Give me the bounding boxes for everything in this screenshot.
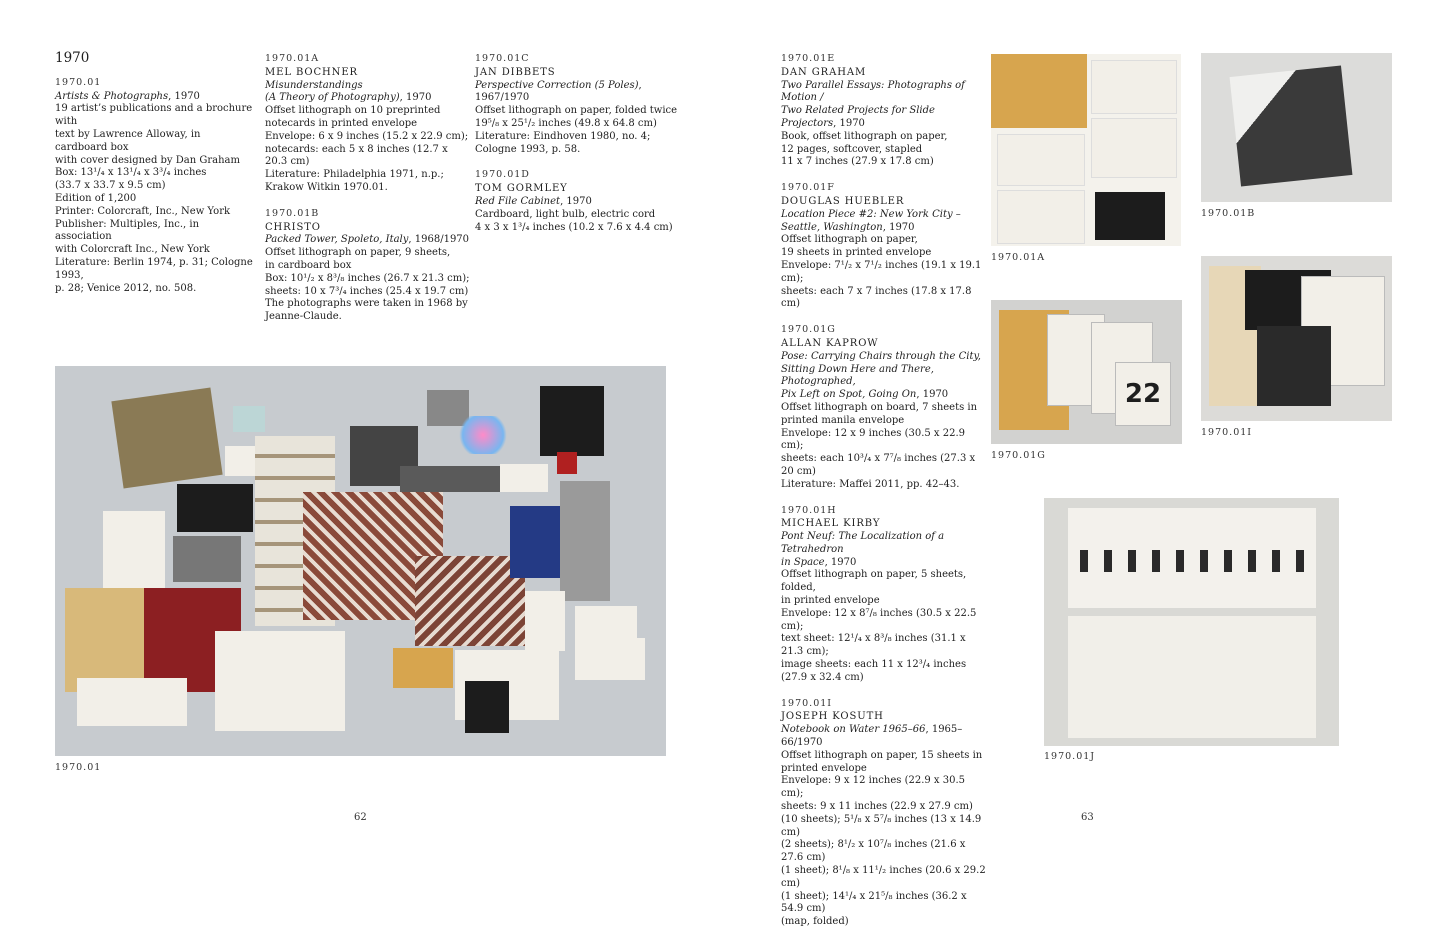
entry-number: 1970.01 (55, 76, 102, 88)
entry-artist: TOM GORMLEY (475, 183, 568, 195)
caption-1970-01g: 1970.01G (991, 450, 1046, 461)
radiator-photo (173, 536, 241, 582)
christo-box-photo (111, 387, 222, 488)
manila-envelope (991, 54, 1087, 128)
catalog-entry (475, 169, 685, 234)
entry-artist: CHRISTO (265, 221, 321, 233)
entry-details: Offset lithograph on paper, 9 sheets, in cardboard box Box: 10¹/₂ x 8³/₈ inches (26.7 x 21.3 cm); sheets: 10 x 7³/₄ inches (25.4 x 19.7 cm) The photographs were taken in 1968 by Jeanne-Claude. (265, 247, 470, 323)
entry-number: 1970.01D (475, 169, 530, 181)
dark-photo (177, 484, 253, 532)
entry-number: 1970.01H (781, 504, 837, 516)
right-text-column (781, 53, 986, 942)
photo-1970-01b (1201, 53, 1392, 202)
black-photo (540, 386, 604, 456)
bochner-envelope (393, 648, 453, 688)
card (585, 638, 645, 680)
frame-strip (1074, 550, 1310, 572)
entry-title: Location Piece #2: New York City – Seattle, Washington (781, 208, 961, 233)
entry-date: , 1970 (833, 117, 865, 129)
entry-number: 1970.01I (781, 697, 833, 709)
photo-1970-01a (991, 54, 1181, 246)
caption-1970-01a: 1970.01A (991, 252, 1046, 263)
catalog-entry (265, 53, 470, 195)
tower-photo (1230, 65, 1353, 186)
sheet-22: 22 (1115, 362, 1171, 426)
catalog-entry (475, 53, 685, 156)
entry-number: 1970.01F (781, 182, 835, 194)
left-column-1 (55, 52, 255, 308)
entry-artist: MICHAEL KIRBY (781, 518, 881, 530)
entry-date: , 1967/1970 (475, 79, 642, 104)
entry-date: , 1965–66/1970 (781, 724, 963, 749)
left-column-2 (265, 53, 470, 337)
entry-date: , 1970 (168, 90, 200, 102)
catalog-entry (781, 53, 986, 169)
entry-title: Notebook on Water 1965–66 (781, 724, 926, 736)
entry-title: Pont Neuf: The Localization of a Tetrahedron in Space (781, 531, 945, 568)
notecard (997, 190, 1085, 244)
entry-date: , 1970 (882, 221, 915, 233)
photo-1970-01i (1201, 256, 1392, 421)
entry-date: , 1970 (916, 389, 949, 401)
entry-artist: DOUGLAS HUEBLER (781, 195, 905, 207)
entry-details: Offset lithograph on paper, 5 sheets, folded, in printed envelope Envelope: 12 x 8⁷/₈ inches (30.5 x 22.5 cm); text sheet: 12¹/₄ x 8³/₈ inches (31.1 x 21.3 cm); image sheets: each 11 x 12³/₄ inches (27.9 x 32.4 cm) (781, 569, 977, 683)
main-photograph (55, 366, 666, 756)
catalog-entry (781, 182, 986, 311)
entry-artist: ALLAN KAPROW (781, 337, 879, 349)
card (525, 591, 565, 651)
entry-details: Book, offset lithograph on paper, 12 pages, softcover, stapled 11 x 7 inches (27.9 x 17.8 cm) (781, 130, 948, 168)
entry-number: 1970.01G (781, 324, 836, 336)
entry-details: 19 artist’s publications and a brochure with text by Lawrence Alloway, in cardboard box with cover designed by Dan Graham Box: 13¹/₄ x 13¹/₄ x 3³/₄ inches (33.7 x 33.7 x 9.5 cm) Edition of 1,200 Printer: Colorcraft, Inc., New York Publisher: Multiples, Inc., in association with Colorcraft Inc., New York Literature: Berlin 1974, p. 31; Cologne 1993, p. 28; Venice 2012, no. 508. (55, 103, 253, 294)
dibbets-sheet (215, 631, 345, 731)
entry-date: , 1970 (824, 556, 857, 568)
entry-number: 1970.01C (475, 53, 530, 64)
entry-number: 1970.01B (265, 207, 320, 219)
entry-date: , 1970 (399, 92, 432, 104)
entry-details: Offset lithograph on paper, folded twice 19⁵/₈ x 25¹/₂ inches (49.8 x 64.8 cm) Literature: Eindhoven 1980, no. 4; Cologne 1993, p. 58. (475, 105, 678, 155)
caption-1970-01b: 1970.01B (1201, 208, 1256, 219)
water-photo (1257, 326, 1331, 406)
catalog-entry (265, 208, 470, 324)
catalog-entry (781, 698, 986, 929)
catalog-entry (55, 77, 255, 296)
envelope-sheet (1068, 616, 1316, 738)
entry-details: Offset lithograph on paper, 19 sheets in printed envelope Envelope: 7¹/₂ x 7¹/₂ inches (19.1 x 19.1 cm); sheets: each 7 x 7 inches (17.8 x 17.8 cm) (781, 234, 982, 310)
entry-title: Perspective Correction (5 Poles) (475, 79, 639, 91)
caption-1970-01j: 1970.01J (1044, 751, 1096, 762)
entry-title: Artists & Photographs (55, 90, 169, 102)
colorful-object (455, 416, 511, 454)
page-number-left: 62 (354, 812, 367, 823)
entry-artist: JOSEPH KOSUTH (781, 711, 884, 723)
entry-details: Offset lithograph on board, 7 sheets in printed manila envelope Envelope: 12 x 9 inches (30.5 x 22.9 cm); sheets: each 10³/₄ x 7⁷/₈ inches (27.3 x 20 cm) Literature: Maffei 2011, pp. 42–43. (781, 401, 978, 490)
year-heading: 1970 (55, 50, 90, 66)
entry-date: , 1968/1970 (408, 234, 470, 246)
red-file-cabinet (557, 452, 577, 474)
graham-photo (465, 681, 509, 733)
caption-1970-01i: 1970.01I (1201, 427, 1253, 438)
entry-details: Offset lithograph on paper, 15 sheets in printed envelope Envelope: 9 x 12 inches (22.9 x 30.5 cm); sheets: 9 x 11 inches (22.9 x 27.9 cm) (10 sheets); 5¹/₈ x 5⁷/₈ inches (13 x 14.9 cm) (2 sheets); 8¹/₂ x 10⁷/₈ inches (21.6 x 27.6 cm) (1 sheet); 8¹/₈ x 11¹/₂ inches (20.6 x 29.2 cm) (1 sheet); 14¹/₄ x 21⁵/₈ inches (36.2 x 54.9 cm) (map, folded) (781, 749, 986, 928)
kosuth-sheet (77, 678, 187, 726)
entry-number: 1970.01E (781, 53, 836, 64)
notecard (1091, 60, 1177, 114)
photo-1970-01g (991, 300, 1182, 444)
entry-title: Red File Cabinet (475, 195, 561, 207)
entry-title: Packed Tower, Spoleto, Italy (265, 234, 409, 246)
card (103, 511, 165, 593)
left-column-3 (475, 53, 685, 247)
portrait-photos (560, 481, 610, 601)
entry-details: Cardboard, light bulb, electric cord 4 x 3 x 1³/₄ inches (10.2 x 7.6 x 4.4 cm) (475, 208, 673, 233)
caption-main: 1970.01 (55, 762, 102, 773)
entry-title: Misunderstandings (A Theory of Photography) (265, 79, 400, 104)
blue-card (233, 406, 265, 432)
notecard (997, 134, 1085, 186)
page-number-right: 63 (1081, 812, 1094, 823)
card (500, 464, 548, 492)
entry-title: Pose: Carrying Chairs through the City, Sitting Down Here and There, Photographed, Pix Left on Spot, Going On (781, 350, 981, 401)
entry-details: Offset lithograph on 10 preprinted notecards in printed envelope Envelope: 6 x 9 inches (15.2 x 22.9 cm); notecards: each 5 x 8 inches (12.7 x 20.3 cm) Literature: Philadelphia 1971, n.p.; Krakow Witkin 1970.01. (265, 105, 469, 193)
collage-photos (415, 556, 525, 646)
entry-title: Two Parallel Essays: Photographs of Motion / Two Related Projects for Slide Projectors (781, 79, 965, 129)
catalog-entry (781, 324, 986, 491)
entry-artist: MEL BOCHNER (265, 66, 358, 78)
entry-number: 1970.01A (265, 53, 320, 64)
notecard (1091, 118, 1177, 178)
black-photo (1095, 192, 1165, 240)
entry-date: , 1970 (560, 195, 592, 207)
entry-artist: DAN GRAHAM (781, 66, 867, 78)
entry-artist: JAN DIBBETS (475, 66, 556, 78)
catalog-entry (781, 505, 986, 685)
photo-1970-01j (1044, 498, 1339, 746)
